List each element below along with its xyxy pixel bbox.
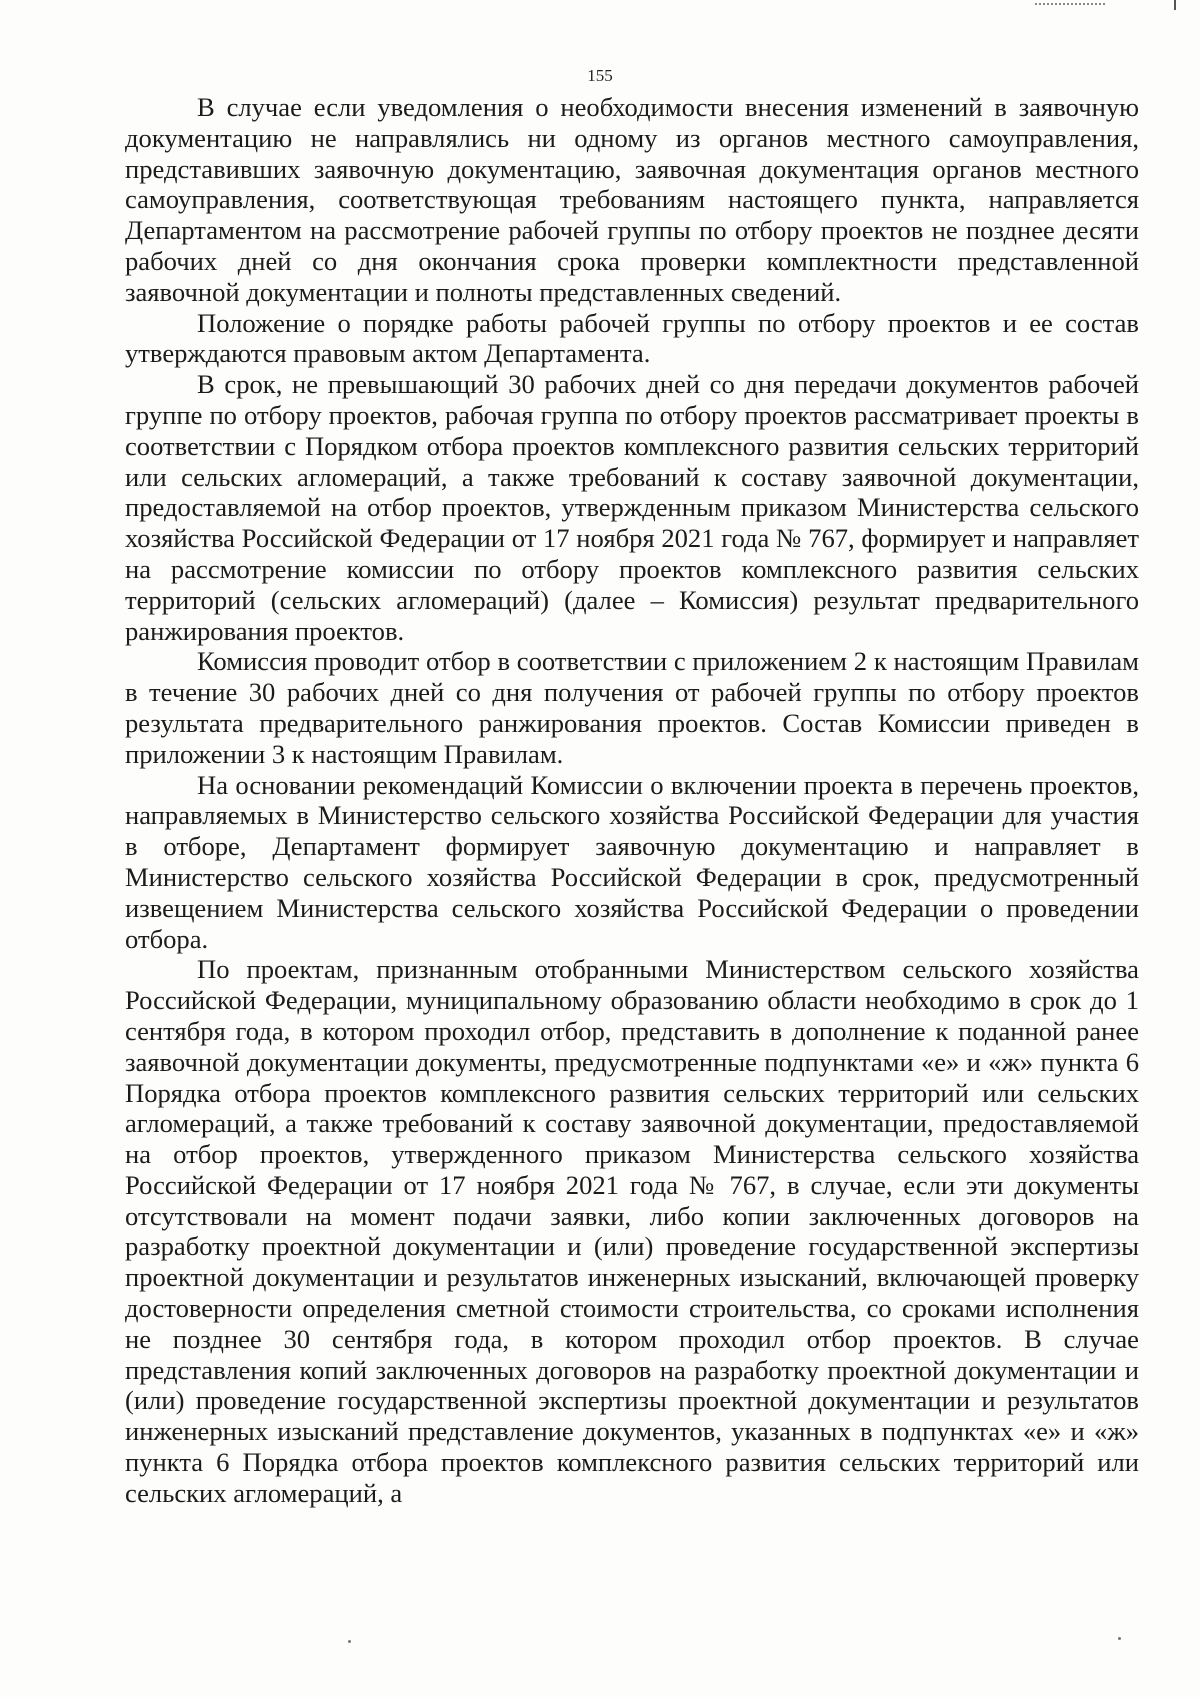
paragraph-1: В случае если уведомления о необходимости внесения изменений в заявочную документацию не направлялись ни одному из органов местного самоуправления, представивших заявочную документацию, заявочная документация органов местного самоуправления, соответствующая требованиям настоящего пункта, направляется Департаментом на рассмотрение рабочей группы по отбору проектов не позднее десяти рабочих дней со дня окончания срока проверки комплектности представленной заявочной документации и полноты представленных сведений. [125,92,1139,307]
paragraph-4: Комиссия проводит отбор в соответствии с приложением 2 к настоящим Правилам в течение 30 рабочих дней со дня получения от рабочей группы по отбору проектов результата предварительного ранжирования проектов. Состав Комиссии приведен в приложении 3 к настоящим Правилам. [125,646,1139,769]
document-body [125,92,1139,1509]
paragraph-3: В срок, не превышающий 30 рабочих дней со дня передачи документов рабочей группе по отбору проектов, рабочая группа по отбору проектов рассматривает проекты в соответствии с Порядком отбора проектов комплексного развития сельских территорий или сельских агломераций, а также требований к составу заявочной документации, предоставляемой на отбор проектов, утвержденным приказом Министерства сельского хозяйства Российской Федерации от 17 ноября 2021 года № 767, формирует и направляет на рассмотрение комиссии по отбору проектов комплексного развития сельских территорий (сельских агломераций) (далее – Комиссия) результат предварительного ранжирования проектов. [125,369,1139,646]
scan-mark [1035,0,1105,5]
scan-tick [1174,0,1176,10]
scan-speck [1118,1637,1121,1640]
paragraph-5: На основании рекомендаций Комиссии о включении проекта в перечень проектов, направляемых в Министерство сельского хозяйства Российской Федерации для участия в отборе, Департамент формирует заявочную документацию и направляет в Министерство сельского хозяйства Российской Федерации в срок, предусмотренный извещением Министерства сельского хозяйства Российской Федерации о проведении отбора. [125,769,1139,954]
page-number: 155 [587,66,613,85]
paragraph-6: По проектам, признанным отобранными Министерством сельского хозяйства Российской Федерации, муниципальному образованию области необходимо в срок до 1 сентября года, в котором проходил отбор, представить в дополнение к поданной ранее заявочной документации документы, предусмотренные подпунктами «е» и «ж» пункта 6 Порядка отбора проектов комплексного развития сельских территорий или сельских агломераций, а также требований к составу заявочной документации, предоставляемой на отбор проектов, утвержденного приказом Министерства сельского хозяйства Российской Федерации от 17 ноября 2021 года № 767, в случае, если эти документы отсутствовали на момент подачи заявки, либо копии заключенных договоров на разработку проектной документации и (или) проведение государственной экспертизы проектной документации и результатов инженерных изысканий, включающей проверку достоверности определения сметной стоимости строительства, со сроками исполнения не позднее 30 сентября года, в котором проходил отбор проектов. В случае представления копий заключенных договоров на разработку проектной документации и (или) проведение государственной экспертизы проектной документации и результатов инженерных изысканий представление документов, указанных в подпунктах «е» и «ж» пункта 6 Порядка отбора проектов комплексного развития сельских территорий или сельских агломераций, а [125,954,1139,1508]
paragraph-2: Положение о порядке работы рабочей группы по отбору проектов и ее состав утверждаются правовым актом Департамента. [125,307,1139,369]
scan-speck [348,1640,351,1643]
